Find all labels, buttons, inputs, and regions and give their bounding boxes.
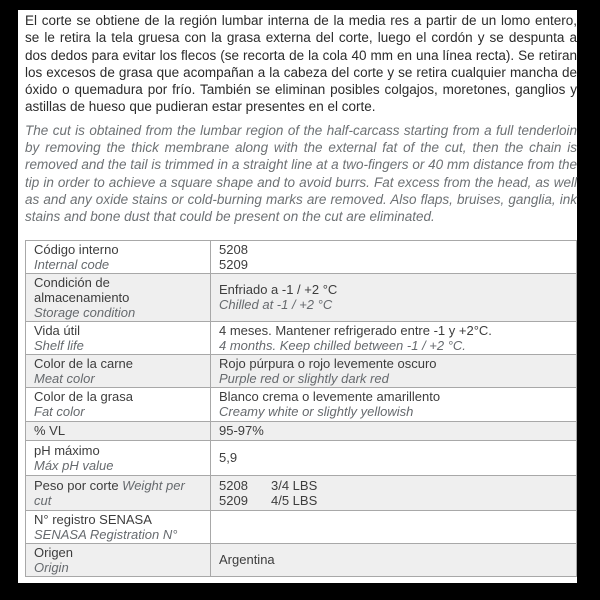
product-code: 5209 <box>219 492 248 508</box>
table-row-senasa-registration <box>26 510 577 543</box>
row-label <box>26 475 211 510</box>
row-value <box>211 240 577 273</box>
label-english: Weight per cut <box>34 477 185 508</box>
label-english: Storage condition <box>34 304 136 320</box>
label-spanish: % VL <box>34 423 66 439</box>
value-english: Chilled at -1 / +2 °C <box>219 297 333 313</box>
document-page <box>18 10 577 583</box>
row-value <box>211 510 577 543</box>
row-value <box>211 273 577 321</box>
value-english: 4 months. Keep chilled between -1 / +2 °C. <box>219 337 466 353</box>
label-english: SENASA Registration N° <box>34 526 178 542</box>
label-spanish: Condición de almacenamiento <box>34 274 130 305</box>
value-line: 5209 <box>219 256 248 272</box>
value-spanish: 4 meses. Mantener refrigerado entre -1 y +2°C. <box>219 322 492 338</box>
row-value <box>211 387 577 421</box>
weight-line <box>219 478 568 493</box>
table-row-shelf-life <box>26 321 577 354</box>
row-value <box>211 354 577 387</box>
weight-value: 3/4 LBS <box>271 477 318 493</box>
weight-value: 4/5 LBS <box>271 492 318 508</box>
row-label <box>26 321 211 354</box>
value-spanish: 5,9 <box>219 450 238 466</box>
value-spanish: Rojo púrpura o rojo levemente oscuro <box>219 355 437 371</box>
intro-paragraph-english: The cut is obtained from the lumbar region of the half-carcass starting from a full tenderloin by removing the thick membrane along with the external fat of the cut, then the chain is removed and the tail is trimmed in a straight line at a two-fingers or 40 mm distance from the tip in order to achieve a square shape and to avoid burrs. Fat excess from the head, as well as and any oxide stains or cold-burning marks are removed. Also flaps, bruises, ganglia, ink stains and bone dust that could be present on the cut are eliminated. <box>25 122 577 225</box>
label-spanish: N° registro SENASA <box>34 511 152 527</box>
row-label <box>26 421 211 440</box>
table-row-internal-code <box>26 240 577 273</box>
row-label <box>26 510 211 543</box>
label-combined <box>34 478 202 508</box>
row-label <box>26 273 211 321</box>
value-spanish: Argentina <box>219 552 275 568</box>
weight-line <box>219 493 568 508</box>
row-value <box>211 421 577 440</box>
value-spanish: 95-97% <box>219 423 264 439</box>
label-spanish: Color de la carne <box>34 355 133 371</box>
table-row-weight-per-cut <box>26 475 577 510</box>
label-spanish: Origen <box>34 544 74 560</box>
table-row-meat-color <box>26 354 577 387</box>
row-value <box>211 475 577 510</box>
value-line: 5208 <box>219 241 248 257</box>
value-spanish: Enfriado a -1 / +2 °C <box>219 282 338 298</box>
label-spanish: Peso por corte <box>34 477 119 493</box>
table-row-origin <box>26 543 577 576</box>
label-spanish: Código interno <box>34 241 119 257</box>
table-row-vl-percent <box>26 421 577 440</box>
product-code: 5208 <box>219 477 248 493</box>
row-label <box>26 240 211 273</box>
label-spanish: Vida útil <box>34 322 81 338</box>
value-spanish: Blanco crema o levemente amarillento <box>219 389 441 405</box>
row-label <box>26 543 211 576</box>
label-english: Meat color <box>34 370 95 386</box>
label-spanish: Color de la grasa <box>34 389 133 405</box>
table-row-max-ph <box>26 440 577 475</box>
label-english: Internal code <box>34 256 110 272</box>
row-label <box>26 387 211 421</box>
document-content <box>25 12 577 577</box>
label-english: Shelf life <box>34 337 84 353</box>
label-english: Fat color <box>34 404 85 420</box>
value-english: Purple red or slightly dark red <box>219 370 389 386</box>
row-label <box>26 354 211 387</box>
intro-paragraph-spanish: El corte se obtiene de la región lumbar interna de la media res a partir de un lomo entero, se le retira la tela gruesa con la grasa externa del corte, luego el cordón y se despunta a dos dedos para evitar los flecos (se recorta de la cola 40 mm en una línea recta). Se retiran los excesos de grasa que acompañan a la cabeza del corte y se retira cualquier mancha de óxido o quemadura por frío. También se eliminan posibles colgajos, moretones, ganglios y astillas de hueso que pudieran estar presentes en el corte. <box>25 13 577 115</box>
table-row-fat-color <box>26 387 577 421</box>
row-label <box>26 440 211 475</box>
label-english: Máx pH value <box>34 457 114 473</box>
spec-table <box>25 240 577 577</box>
label-english: Origin <box>34 559 69 575</box>
table-row-storage-condition <box>26 273 577 321</box>
row-value <box>211 543 577 576</box>
row-value <box>211 321 577 354</box>
value-english: Creamy white or slightly yellowish <box>219 404 414 420</box>
label-spanish: pH máximo <box>34 442 100 458</box>
row-value <box>211 440 577 475</box>
